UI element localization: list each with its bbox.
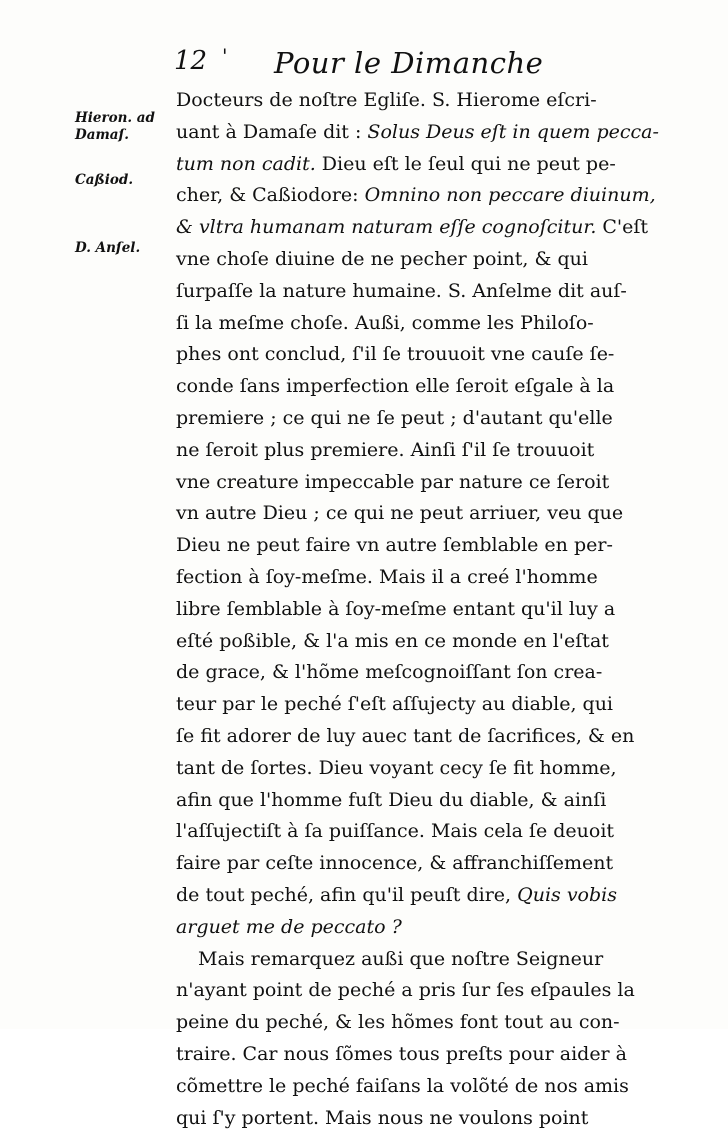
text-segment: fection à ſoy-meſme. Mais il a creé l'homme xyxy=(176,566,598,588)
text-line xyxy=(176,180,588,212)
text-segment: tant de ſortes. Dieu voyant cecy ſe fit homme, xyxy=(176,757,617,779)
text-segment: Docteurs de noſtre Egliſe. S. Hierome eſcri- xyxy=(176,89,597,111)
text-line xyxy=(176,1039,588,1071)
text-segment: Dieu eſt le ſeul qui ne peut pe- xyxy=(316,153,616,175)
text-segment: C'eſt xyxy=(596,216,648,238)
text-segment: vn autre Dieu ; ce qui ne peut arriuer, veu que xyxy=(176,502,623,524)
page-number-mark: ' xyxy=(222,44,228,68)
text-line xyxy=(176,880,588,912)
text-line xyxy=(176,308,588,340)
text-segment: ſe fit adorer de luy auec tant de ſacrifices, & en xyxy=(176,725,634,747)
text-segment: de tout peché, afin qu'il peuſt dire, xyxy=(176,884,517,906)
text-segment: Mais remarquez außi que noſtre Seigneur xyxy=(198,948,603,970)
text-segment: Dieu ne peut faire vn autre ſemblable en per- xyxy=(176,534,613,556)
text-segment: libre ſemblable à ſoy-meſme entant qu'il luy a xyxy=(176,598,615,620)
text-segment: ſurpaſſe la nature humaine. S. Anſelme dit auſ- xyxy=(176,280,627,302)
text-line xyxy=(176,944,588,976)
text-segment: conde ſans imperfection elle ſeroit eſgale à la xyxy=(176,375,614,397)
text-line xyxy=(176,371,588,403)
text-segment: faire par ceſte innocence, & affranchiſſement xyxy=(176,852,613,874)
text-line xyxy=(176,657,588,689)
text-line xyxy=(176,244,588,276)
text-line xyxy=(176,212,588,244)
text-line xyxy=(176,753,588,785)
text-segment: qui ſ'y portent. Mais nous ne voulons point xyxy=(176,1107,588,1129)
text-line xyxy=(176,785,588,817)
text-line xyxy=(176,1071,588,1103)
margin-note-damas: Damaſ. xyxy=(75,127,129,143)
margin-note-cassiod: Caßiod. xyxy=(75,172,133,188)
text-line xyxy=(176,848,588,880)
text-segment: eſté poßible, & l'a mis en ce monde en l'eſtat xyxy=(176,630,609,652)
italic-segment: Quis vobis xyxy=(517,884,617,906)
text-segment: l'aſſujectiſt à ſa puiſſance. Mais cela ſe deuoit xyxy=(176,820,614,842)
text-line xyxy=(176,403,588,435)
text-line xyxy=(176,689,588,721)
running-title: Pour le Dimanche xyxy=(274,46,543,80)
text-segment: n'ayant point de peché a pris ſur ſes eſpaules la xyxy=(176,979,635,1001)
text-segment: cher, & Caßiodore: xyxy=(176,184,365,206)
margin-note-hieron: Hieron. ad xyxy=(75,110,155,126)
text-line xyxy=(176,276,588,308)
text-line xyxy=(176,1007,588,1039)
text-line xyxy=(176,721,588,753)
text-segment: vne choſe diuine de ne pecher point, & qui xyxy=(176,248,588,270)
text-line xyxy=(176,117,588,149)
italic-segment: arguet me de peccato ? xyxy=(176,916,402,938)
page-header xyxy=(170,46,590,86)
text-segment: peine du peché, & les hõmes font tout au con- xyxy=(176,1011,620,1033)
text-segment: afin que l'homme fuſt Dieu du diable, & ainſi xyxy=(176,789,606,811)
text-line xyxy=(176,975,588,1007)
text-segment: ne ſeroit plus premiere. Ainſi ſ'il ſe trouuoit xyxy=(176,439,594,461)
text-line xyxy=(176,912,588,944)
text-line xyxy=(176,626,588,658)
text-line xyxy=(176,498,588,530)
text-segment: teur par le peché ſ'eſt aſſujecty au diable, qui xyxy=(176,693,613,715)
text-segment: vne creature impeccable par nature ce ſeroit xyxy=(176,471,609,493)
text-segment: de grace, & l'hõme meſcognoiſſant ſon crea- xyxy=(176,661,602,683)
page-number: 12 xyxy=(174,46,207,76)
text-segment: phes ont conclud, ſ'il ſe trouuoit vne cauſe ſe- xyxy=(176,343,614,365)
text-line xyxy=(176,562,588,594)
text-line xyxy=(176,530,588,562)
text-line xyxy=(176,339,588,371)
text-line xyxy=(176,149,588,181)
text-line xyxy=(176,85,588,117)
text-line xyxy=(176,467,588,499)
text-segment: cõmettre le peché faiſans la volõté de nos amis xyxy=(176,1075,629,1097)
italic-segment: Omnino non peccare diuinum, xyxy=(365,184,656,206)
italic-segment: Solus Deus eſt in quem pecca- xyxy=(367,121,659,143)
text-segment: uant à Damaſe dit : xyxy=(176,121,367,143)
text-segment: premiere ; ce qui ne ſe peut ; d'autant qu'elle xyxy=(176,407,613,429)
italic-segment: tum non cadit. xyxy=(176,153,316,175)
text-line xyxy=(176,594,588,626)
italic-segment: & vltra humanam naturam eſſe cognoſcitur. xyxy=(176,216,596,238)
margin-note-ansel: D. Anſel. xyxy=(75,240,140,256)
text-segment: traire. Car nous ſõmes tous preſts pour aider à xyxy=(176,1043,627,1065)
text-line xyxy=(176,435,588,467)
text-line xyxy=(176,816,588,848)
text-line xyxy=(176,1103,588,1134)
text-segment: ſi la meſme choſe. Außi, comme les Philoſo- xyxy=(176,312,594,334)
body-text xyxy=(176,85,588,1134)
